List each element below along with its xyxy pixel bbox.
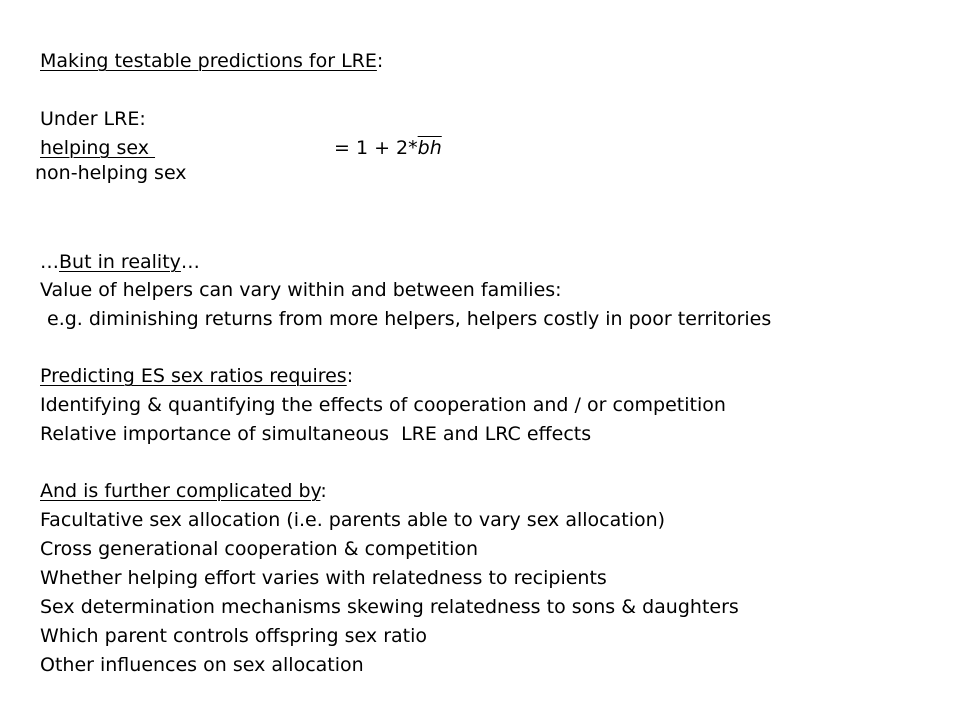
example-line: e.g. diminishing returns from more helpers, helpers costly in poor territories	[47, 308, 772, 330]
complicated-item: Sex determination mechanisms skewing relatedness to sons & daughters	[40, 596, 739, 618]
equation-rhs	[334, 136, 442, 160]
complicated-text: And is further complicated by	[40, 480, 321, 502]
predicting-heading	[40, 364, 353, 388]
complicated-item: Cross generational cooperation & competition	[40, 538, 479, 560]
equation-rhs-variable: $\overline{bh}$	[417, 137, 442, 159]
value-line: Value of helpers can vary within and between families:	[40, 279, 562, 301]
under-lre-label: Under LRE:	[40, 108, 146, 130]
heading-text: Making testable predictions for LRE	[40, 50, 377, 72]
equation-rhs-prefix: = 1 + 2*	[334, 137, 418, 159]
reality-text: But in reality	[59, 251, 181, 273]
requires-item: Identifying & quantifying the effects of cooperation and / or competition	[40, 394, 726, 416]
complicated-item: Facultative sex allocation (i.e. parents able to vary sex allocation)	[40, 509, 666, 531]
equation-numerator-text: helping sex	[40, 137, 156, 159]
complicated-colon: :	[320, 480, 327, 502]
equation-numerator	[40, 136, 155, 160]
reality-line	[40, 250, 200, 274]
predicting-colon: :	[346, 365, 354, 387]
reality-suffix: …	[180, 251, 200, 273]
complicated-item: Which parent controls offspring sex ratio	[40, 625, 428, 647]
reality-prefix: …	[40, 251, 59, 273]
equation-denominator: non-helping sex	[35, 162, 187, 184]
heading-colon: :	[376, 50, 384, 72]
complicated-item: Other influences on sex allocation	[40, 654, 364, 676]
slide-heading	[40, 49, 383, 73]
predicting-text: Predicting ES sex ratios requires	[40, 365, 347, 387]
complicated-item: Whether helping effort varies with relatedness to recipients	[40, 567, 607, 589]
complicated-heading	[40, 479, 327, 503]
requires-item: Relative importance of simultaneous LRE and LRC effects	[40, 423, 592, 445]
